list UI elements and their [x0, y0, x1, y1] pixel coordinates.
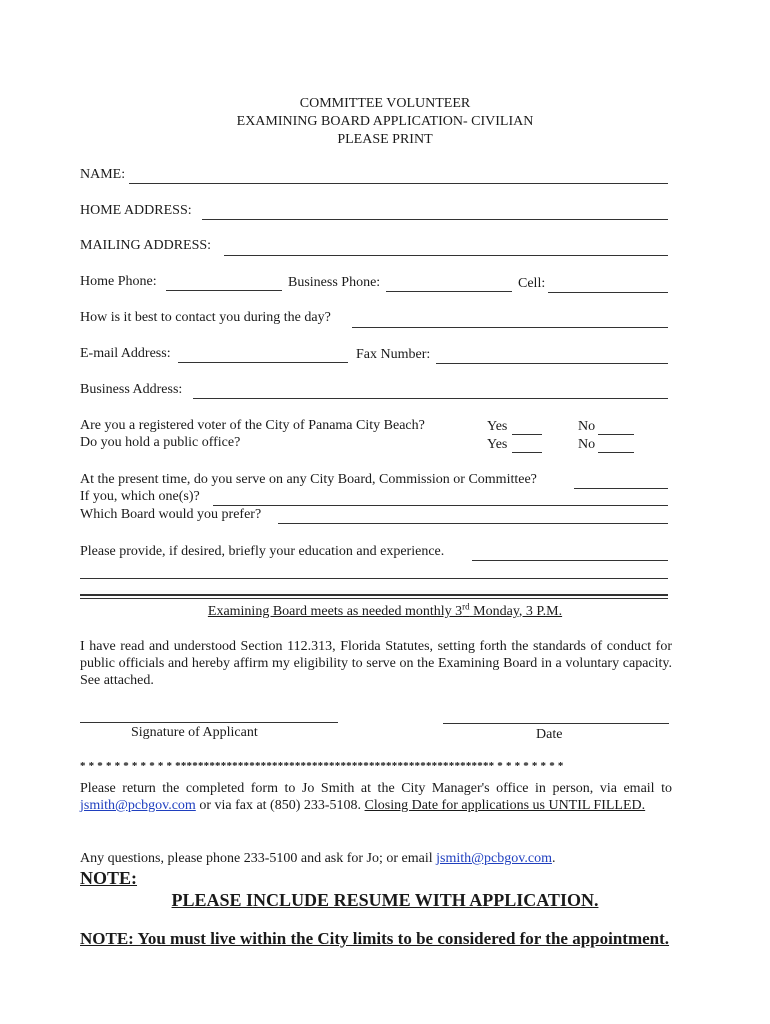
closing-date: Closing Date for applications us UNTIL FILLED.: [364, 798, 646, 813]
voter-yes-label: Yes: [487, 419, 508, 434]
signature-field[interactable]: [80, 722, 338, 723]
preferred-board-field[interactable]: [278, 523, 668, 524]
email-field[interactable]: [178, 362, 348, 363]
home-phone-label: Home Phone:: [80, 274, 157, 289]
affirmation-text: I have read and understood Section 112.313, Florida Statutes, setting forth the standards of conduct for public officials and hereby affirm my eligibility to serve on the Examining Board in a voluntary capacity. See attached.: [80, 639, 672, 688]
contact-question-label: How is it best to contact you during the day?: [80, 310, 331, 325]
return-instructions: Please return the completed form to Jo Smith at the City Manager's office in person, via email to jsmith@pcbgov.com or via fax at (850) 233-5108. Closing Date for applications us UNTIL FILLED.: [80, 781, 672, 813]
education-line-2[interactable]: [80, 578, 668, 579]
business-address-field[interactable]: [193, 398, 668, 399]
voter-no-label: No: [578, 419, 596, 434]
voter-no-field[interactable]: [598, 434, 634, 435]
date-field[interactable]: [443, 723, 669, 724]
contact-question-field[interactable]: [352, 327, 668, 328]
business-phone-label: Business Phone:: [288, 275, 381, 290]
cell-field[interactable]: [548, 292, 668, 293]
meeting-info: Examining Board meets as needed monthly 3rd Monday, 3 P.M.: [207, 601, 563, 619]
name-field[interactable]: [129, 183, 668, 184]
questions-contact: Any questions, please phone 233-5100 and ask for Jo; or email jsmith@pcbgov.com.: [80, 851, 556, 866]
note-label: NOTE:: [80, 868, 138, 888]
star-divider: * * * * * * * * * * * ******************************************************** * * * * * * * *: [80, 760, 564, 772]
form-title-line2: EXAMINING BOARD APPLICATION- CIVILIAN: [236, 114, 534, 129]
fax-label: Fax Number:: [356, 347, 431, 362]
section-divider-2: [80, 598, 668, 599]
voter-yes-field[interactable]: [512, 434, 542, 435]
home-address-field[interactable]: [202, 219, 668, 220]
office-no-field[interactable]: [598, 452, 634, 453]
form-title-line3: PLEASE PRINT: [337, 132, 433, 147]
home-phone-field[interactable]: [166, 290, 282, 291]
resume-note: PLEASE INCLUDE RESUME WITH APPLICATION.: [171, 890, 599, 910]
business-phone-field[interactable]: [386, 291, 512, 292]
preferred-board-label: Which Board would you prefer?: [80, 507, 262, 522]
education-field[interactable]: [472, 560, 668, 561]
mailing-address-label: MAILING ADDRESS:: [80, 238, 212, 253]
cell-label: Cell:: [518, 276, 546, 291]
education-label: Please provide, if desired, briefly your education and experience.: [80, 544, 445, 559]
office-yes-label: Yes: [487, 437, 508, 452]
email-link-2[interactable]: jsmith@pcbgov.com: [436, 851, 552, 866]
serve-board-field[interactable]: [574, 488, 668, 489]
email-label: E-mail Address:: [80, 346, 171, 361]
residency-note: NOTE: You must live within the City limits to be considered for the appointment.: [80, 929, 670, 948]
business-address-label: Business Address:: [80, 382, 183, 397]
office-no-label: No: [578, 437, 596, 452]
email-link[interactable]: jsmith@pcbgov.com: [80, 798, 196, 813]
fax-field[interactable]: [436, 363, 668, 364]
which-one-label: If you, which one(s)?: [80, 489, 200, 504]
mailing-address-field[interactable]: [224, 255, 668, 256]
section-divider: [80, 594, 668, 596]
name-label: NAME:: [80, 167, 126, 182]
signature-label: Signature of Applicant: [131, 725, 258, 740]
voter-question: Are you a registered voter of the City of Panama City Beach?: [80, 418, 425, 433]
form-title-line1: COMMITTEE VOLUNTEER: [299, 96, 471, 111]
which-one-field[interactable]: [213, 505, 668, 506]
public-office-question: Do you hold a public office?: [80, 435, 241, 450]
serve-board-question: At the present time, do you serve on any City Board, Commission or Committee?: [80, 472, 537, 487]
office-yes-field[interactable]: [512, 452, 542, 453]
date-label: Date: [536, 727, 563, 742]
home-address-label: HOME ADDRESS:: [80, 203, 192, 218]
